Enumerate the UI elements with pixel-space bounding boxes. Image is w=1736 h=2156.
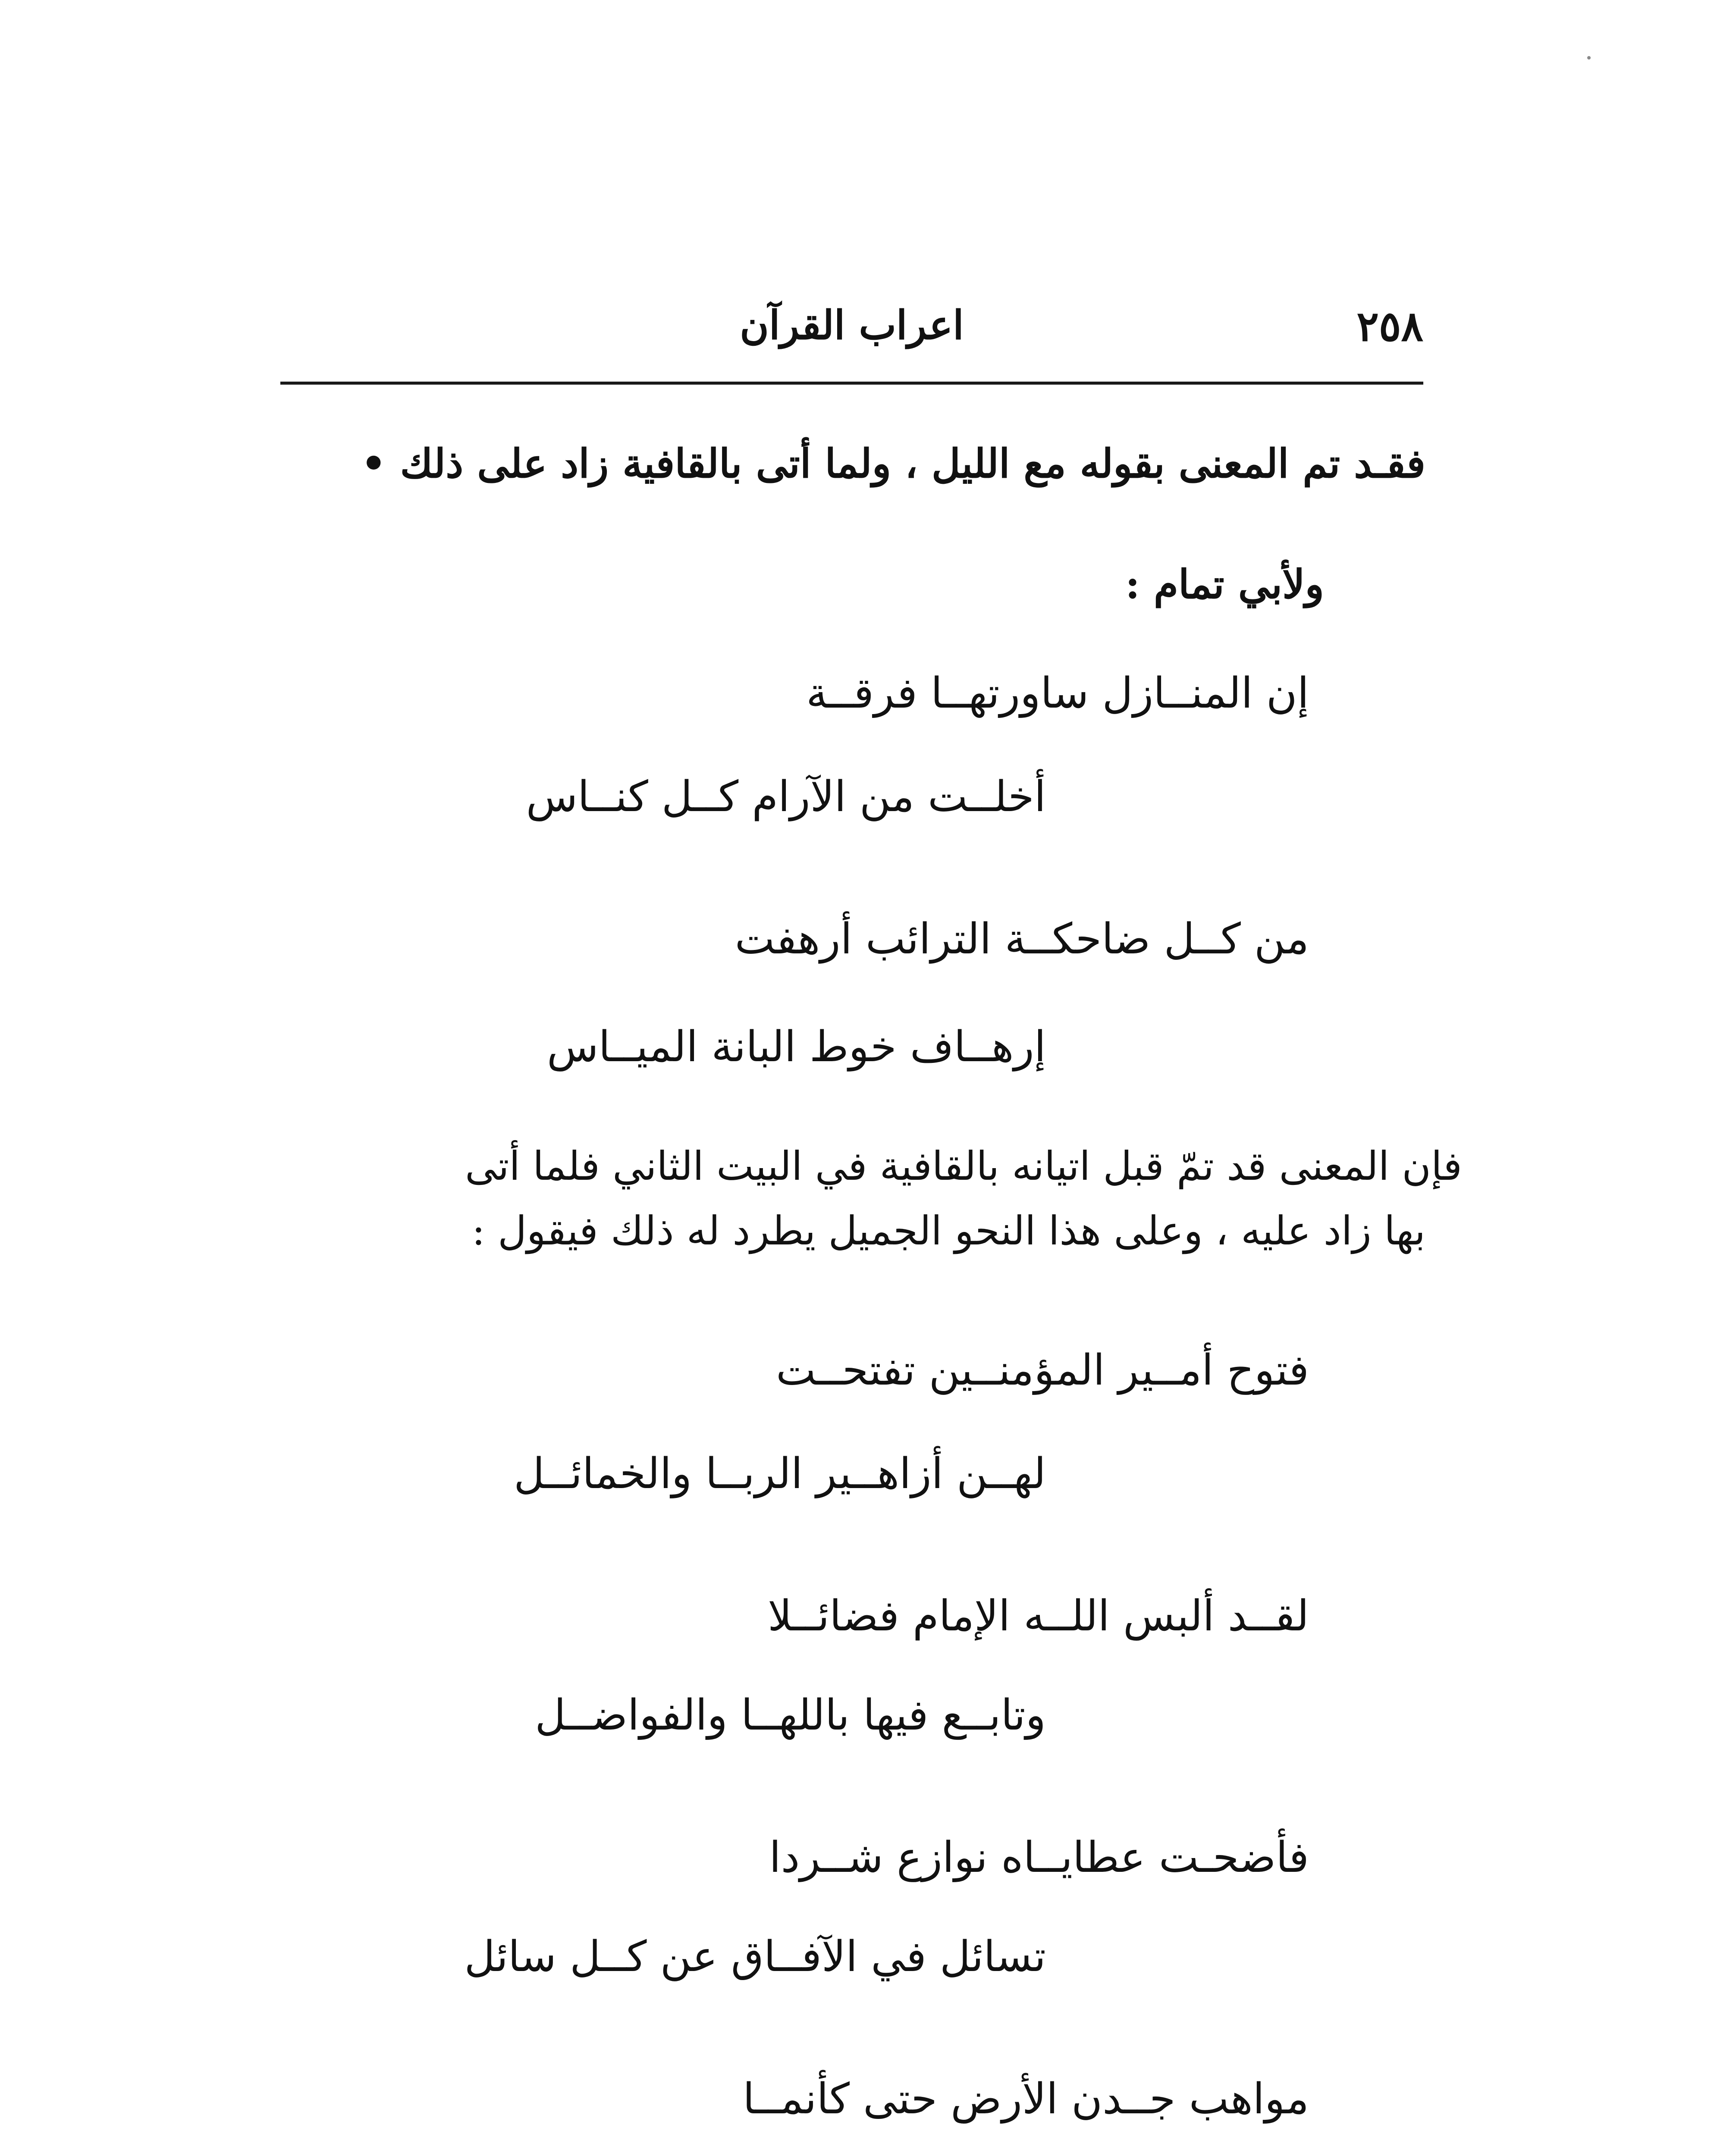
header-rule — [280, 382, 1423, 385]
verse-first-hemistich: فأضحـت عطايــاه نوازع شــردا — [769, 1833, 1309, 1882]
paragraph-line: فإن المعنى قد تمّ قبل اتيانه بالقافية في البيت الثاني فلما أتى — [465, 1143, 1462, 1189]
verse-second-hemistich: إرهــاف خوط البانة الميــاس — [547, 1022, 1046, 1072]
paragraph-line: فقـد تم المعنى بقوله مع الليل ، ولما أتى بالقافية زاد على ذلك • — [361, 440, 1425, 487]
running-title: اعراب القرآن — [740, 302, 964, 348]
page-header — [280, 302, 1423, 379]
verse-second-hemistich: لهــن أزاهــير الربــا والخمائــل — [514, 1449, 1046, 1498]
verse-second-hemistich: أخلــت من الآرام كــل كنــاس — [526, 772, 1046, 821]
paragraph-line: بها زاد عليه ، وعلى هذا النحو الجميل يطرد له ذلك فيقول : — [471, 1208, 1425, 1254]
verse-first-hemistich: لقــد ألبس اللــه الإمام فضائــلا — [767, 1592, 1309, 1641]
verse-second-hemistich: تسائل في الآفــاق عن كــل سائل — [464, 1932, 1046, 1981]
verse-first-hemistich: فتوح أمــير المؤمنــين تفتحــت — [776, 1346, 1309, 1395]
verse-first-hemistich: إن المنــازل ساورتهــا فرقــة — [806, 669, 1309, 718]
verse-first-hemistich: مواهب جــدن الأرض حتى كأنمــا — [743, 2075, 1309, 2124]
page-number: ٢٥٨ — [1356, 302, 1423, 351]
verse-first-hemistich: من كــل ضاحكــة الترائب أرهفت — [735, 915, 1309, 964]
paragraph-line: ولأبي تمام : — [1125, 561, 1324, 608]
paper-speck — [1587, 56, 1591, 60]
verse-second-hemistich: وتابــع فيها باللهــا والفواضــل — [535, 1691, 1046, 1740]
